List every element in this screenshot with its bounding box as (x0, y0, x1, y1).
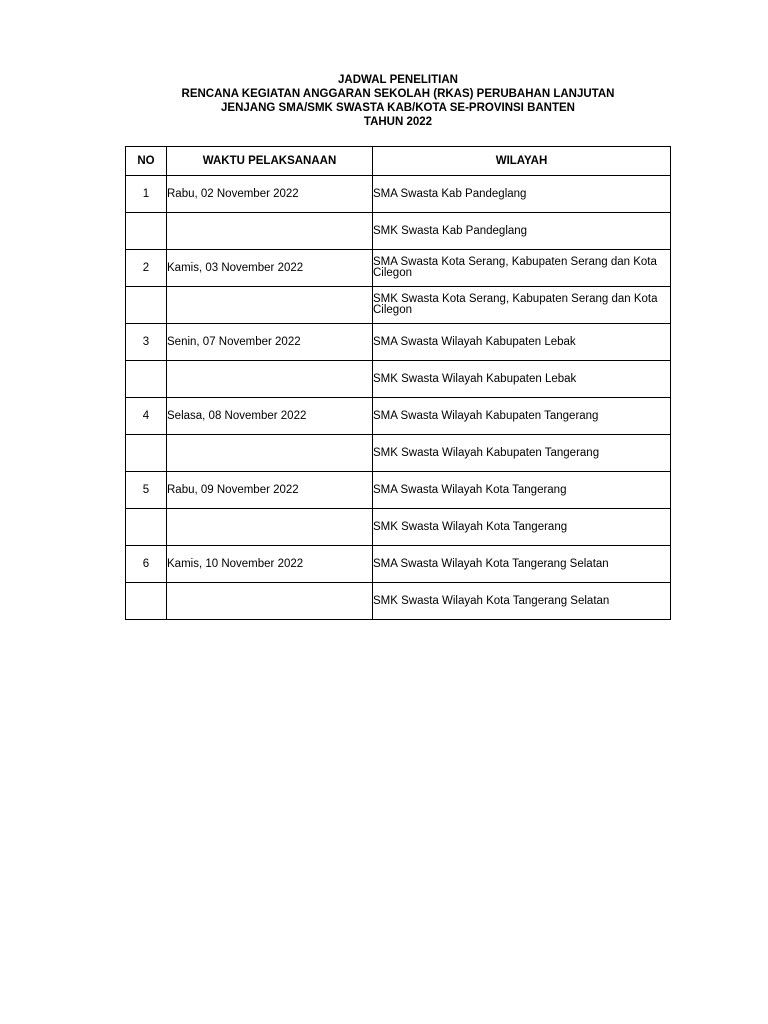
row-region: SMA Swasta Kota Serang, Kabupaten Serang dan Kota Cilegon (373, 250, 671, 287)
table-row (126, 398, 671, 435)
table-row (126, 435, 671, 472)
row-region: SMK Swasta Wilayah Kabupaten Lebak (373, 361, 671, 398)
schedule-table (125, 146, 671, 620)
row-time: Kamis, 03 November 2022 (167, 250, 373, 287)
row-region: SMA Swasta Wilayah Kota Tangerang Selatan (373, 546, 671, 583)
row-time (167, 287, 373, 324)
table-row (126, 472, 671, 509)
row-no (126, 583, 167, 620)
row-no (126, 213, 167, 250)
row-region: SMK Swasta Wilayah Kota Tangerang (373, 509, 671, 546)
row-no (126, 361, 167, 398)
row-time: Rabu, 02 November 2022 (167, 176, 373, 213)
document-title: JADWAL PENELITIAN (338, 74, 458, 86)
row-time: Kamis, 10 November 2022 (167, 546, 373, 583)
row-no: 5 (126, 472, 167, 509)
row-time (167, 435, 373, 472)
table-body (126, 176, 671, 620)
header-no: NO (126, 147, 167, 176)
document-subtitle: RENCANA KEGIATAN ANGGARAN SEKOLAH (RKAS) PERUBAHAN LANJUTAN (181, 88, 615, 100)
table-row (126, 213, 671, 250)
row-region: SMK Swasta Wilayah Kabupaten Tangerang (373, 435, 671, 472)
row-no: 4 (126, 398, 167, 435)
row-time (167, 213, 373, 250)
row-region: SMA Swasta Wilayah Kabupaten Tangerang (373, 398, 671, 435)
table-row (126, 546, 671, 583)
table-row (126, 250, 671, 287)
document-scope: JENJANG SMA/SMK SWASTA KAB/KOTA SE-PROVINSI BANTEN (221, 102, 575, 114)
row-region: SMK Swasta Kab Pandeglang (373, 213, 671, 250)
row-region: SMA Swasta Wilayah Kabupaten Lebak (373, 324, 671, 361)
row-no: 3 (126, 324, 167, 361)
table-row (126, 509, 671, 546)
row-time: Selasa, 08 November 2022 (167, 398, 373, 435)
table-row (126, 287, 671, 324)
document-heading (0, 73, 768, 129)
row-region: SMA Swasta Kab Pandeglang (373, 176, 671, 213)
row-region: SMA Swasta Wilayah Kota Tangerang (373, 472, 671, 509)
document-year: TAHUN 2022 (363, 116, 433, 128)
row-no: 2 (126, 250, 167, 287)
row-no (126, 287, 167, 324)
table-row (126, 176, 671, 213)
header-time: WAKTU PELAKSANAAN (167, 147, 373, 176)
row-no: 1 (126, 176, 167, 213)
row-no (126, 509, 167, 546)
row-region: SMK Swasta Kota Serang, Kabupaten Serang dan Kota Cilegon (373, 287, 671, 324)
row-time (167, 361, 373, 398)
row-no (126, 435, 167, 472)
row-no: 6 (126, 546, 167, 583)
row-region: SMK Swasta Wilayah Kota Tangerang Selatan (373, 583, 671, 620)
table-header-row (126, 147, 671, 176)
row-time: Senin, 07 November 2022 (167, 324, 373, 361)
table-row (126, 583, 671, 620)
row-time (167, 509, 373, 546)
table-row (126, 361, 671, 398)
row-time: Rabu, 09 November 2022 (167, 472, 373, 509)
row-time (167, 583, 373, 620)
table-row (126, 324, 671, 361)
header-region: WILAYAH (373, 147, 671, 176)
